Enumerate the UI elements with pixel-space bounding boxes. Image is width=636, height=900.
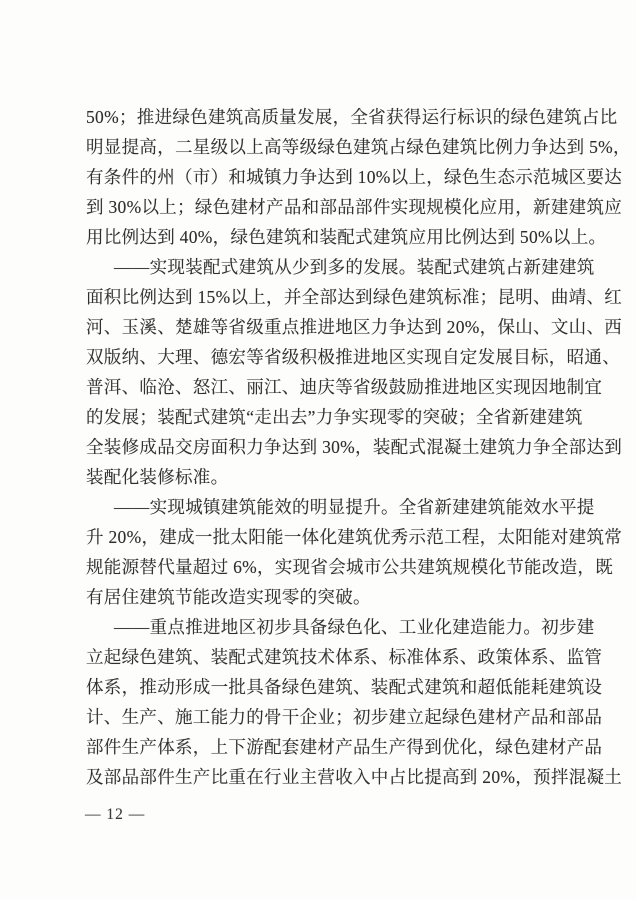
- page-footer: [85, 804, 145, 826]
- text-line: ——实现装配式建筑从少到多的发展。装配式建筑占新建建筑: [114, 257, 595, 277]
- text-line: 立起绿色建筑、装配式建筑技术体系、标准体系、政策体系、监管: [86, 647, 603, 667]
- text-line: 用比例达到 40%，绿色建筑和装配式建筑应用比例达到 50%以上。: [86, 227, 607, 247]
- paragraph: [86, 492, 623, 612]
- text-line: 面积比例达到 15%以上，并全部达到绿色建筑标准；昆明、曲靖、红: [86, 287, 623, 307]
- text-line: 明显提高，二星级以上高等级绿色建筑占绿色建筑比例力争达到 5%，: [86, 137, 631, 157]
- text-line: 有居住建筑节能改造实现零的突破。: [86, 587, 371, 607]
- text-line: 体系，推动形成一批具备绿色建筑、装配式建筑和超低能耗建筑设: [86, 677, 603, 697]
- text-line: ——实现城镇建筑能效的明显提升。全省新建建筑能效水平提: [114, 497, 595, 517]
- document-body: [86, 102, 631, 792]
- text-line: 到 30%以上；绿色建材产品和部品部件实现规模化应用，新建建筑应: [86, 197, 623, 217]
- text-line: 升 20%，建成一批太阳能一体化建筑优秀示范工程，太阳能对建筑常: [86, 527, 623, 547]
- paragraph: [86, 612, 623, 792]
- text-line: 河、玉溪、楚雄等省级重点推进地区力争达到 20%，保山、文山、西: [86, 317, 623, 337]
- text-line: 部件生产体系，上下游配套建材产品生产得到优化，绿色建材产品: [86, 737, 603, 757]
- text-line: 装配化装修标准。: [86, 467, 229, 487]
- paragraph: [86, 102, 631, 252]
- page-number: — 12 —: [85, 806, 146, 823]
- text-line: 普洱、临沧、怒江、丽江、迪庆等省级鼓励推进地区实现因地制宜: [86, 377, 603, 397]
- text-line: 全装修成品交房面积力争达到 30%，装配式混凝土建筑力争全部达到: [86, 437, 623, 457]
- text-line: 双版纳、大理、德宏等省级积极推进地区实现自定发展目标，昭通、: [86, 347, 620, 367]
- text-line: ——重点推进地区初步具备绿色化、工业化建造能力。初步建: [114, 617, 595, 637]
- text-line: 的发展；装配式建筑“走出去”力争实现零的突破；全省新建建筑: [86, 407, 583, 427]
- text-line: 有条件的州（市）和城镇力争达到 10%以上，绿色生态示范城区要达: [86, 167, 623, 187]
- paragraph: [86, 252, 623, 492]
- text-line: 50%；推进绿色建筑高质量发展，全省获得运行标识的绿色建筑占比: [86, 107, 618, 127]
- text-line: 及部品部件生产比重在行业主营收入中占比提高到 20%，预拌混凝土: [86, 767, 623, 787]
- text-line: 规能源替代量超过 6%，实现省会城市公共建筑规模化节能改造，既: [86, 557, 614, 577]
- text-line: 计、生产、施工能力的骨干企业；初步建立起绿色建材产品和部品: [86, 707, 603, 727]
